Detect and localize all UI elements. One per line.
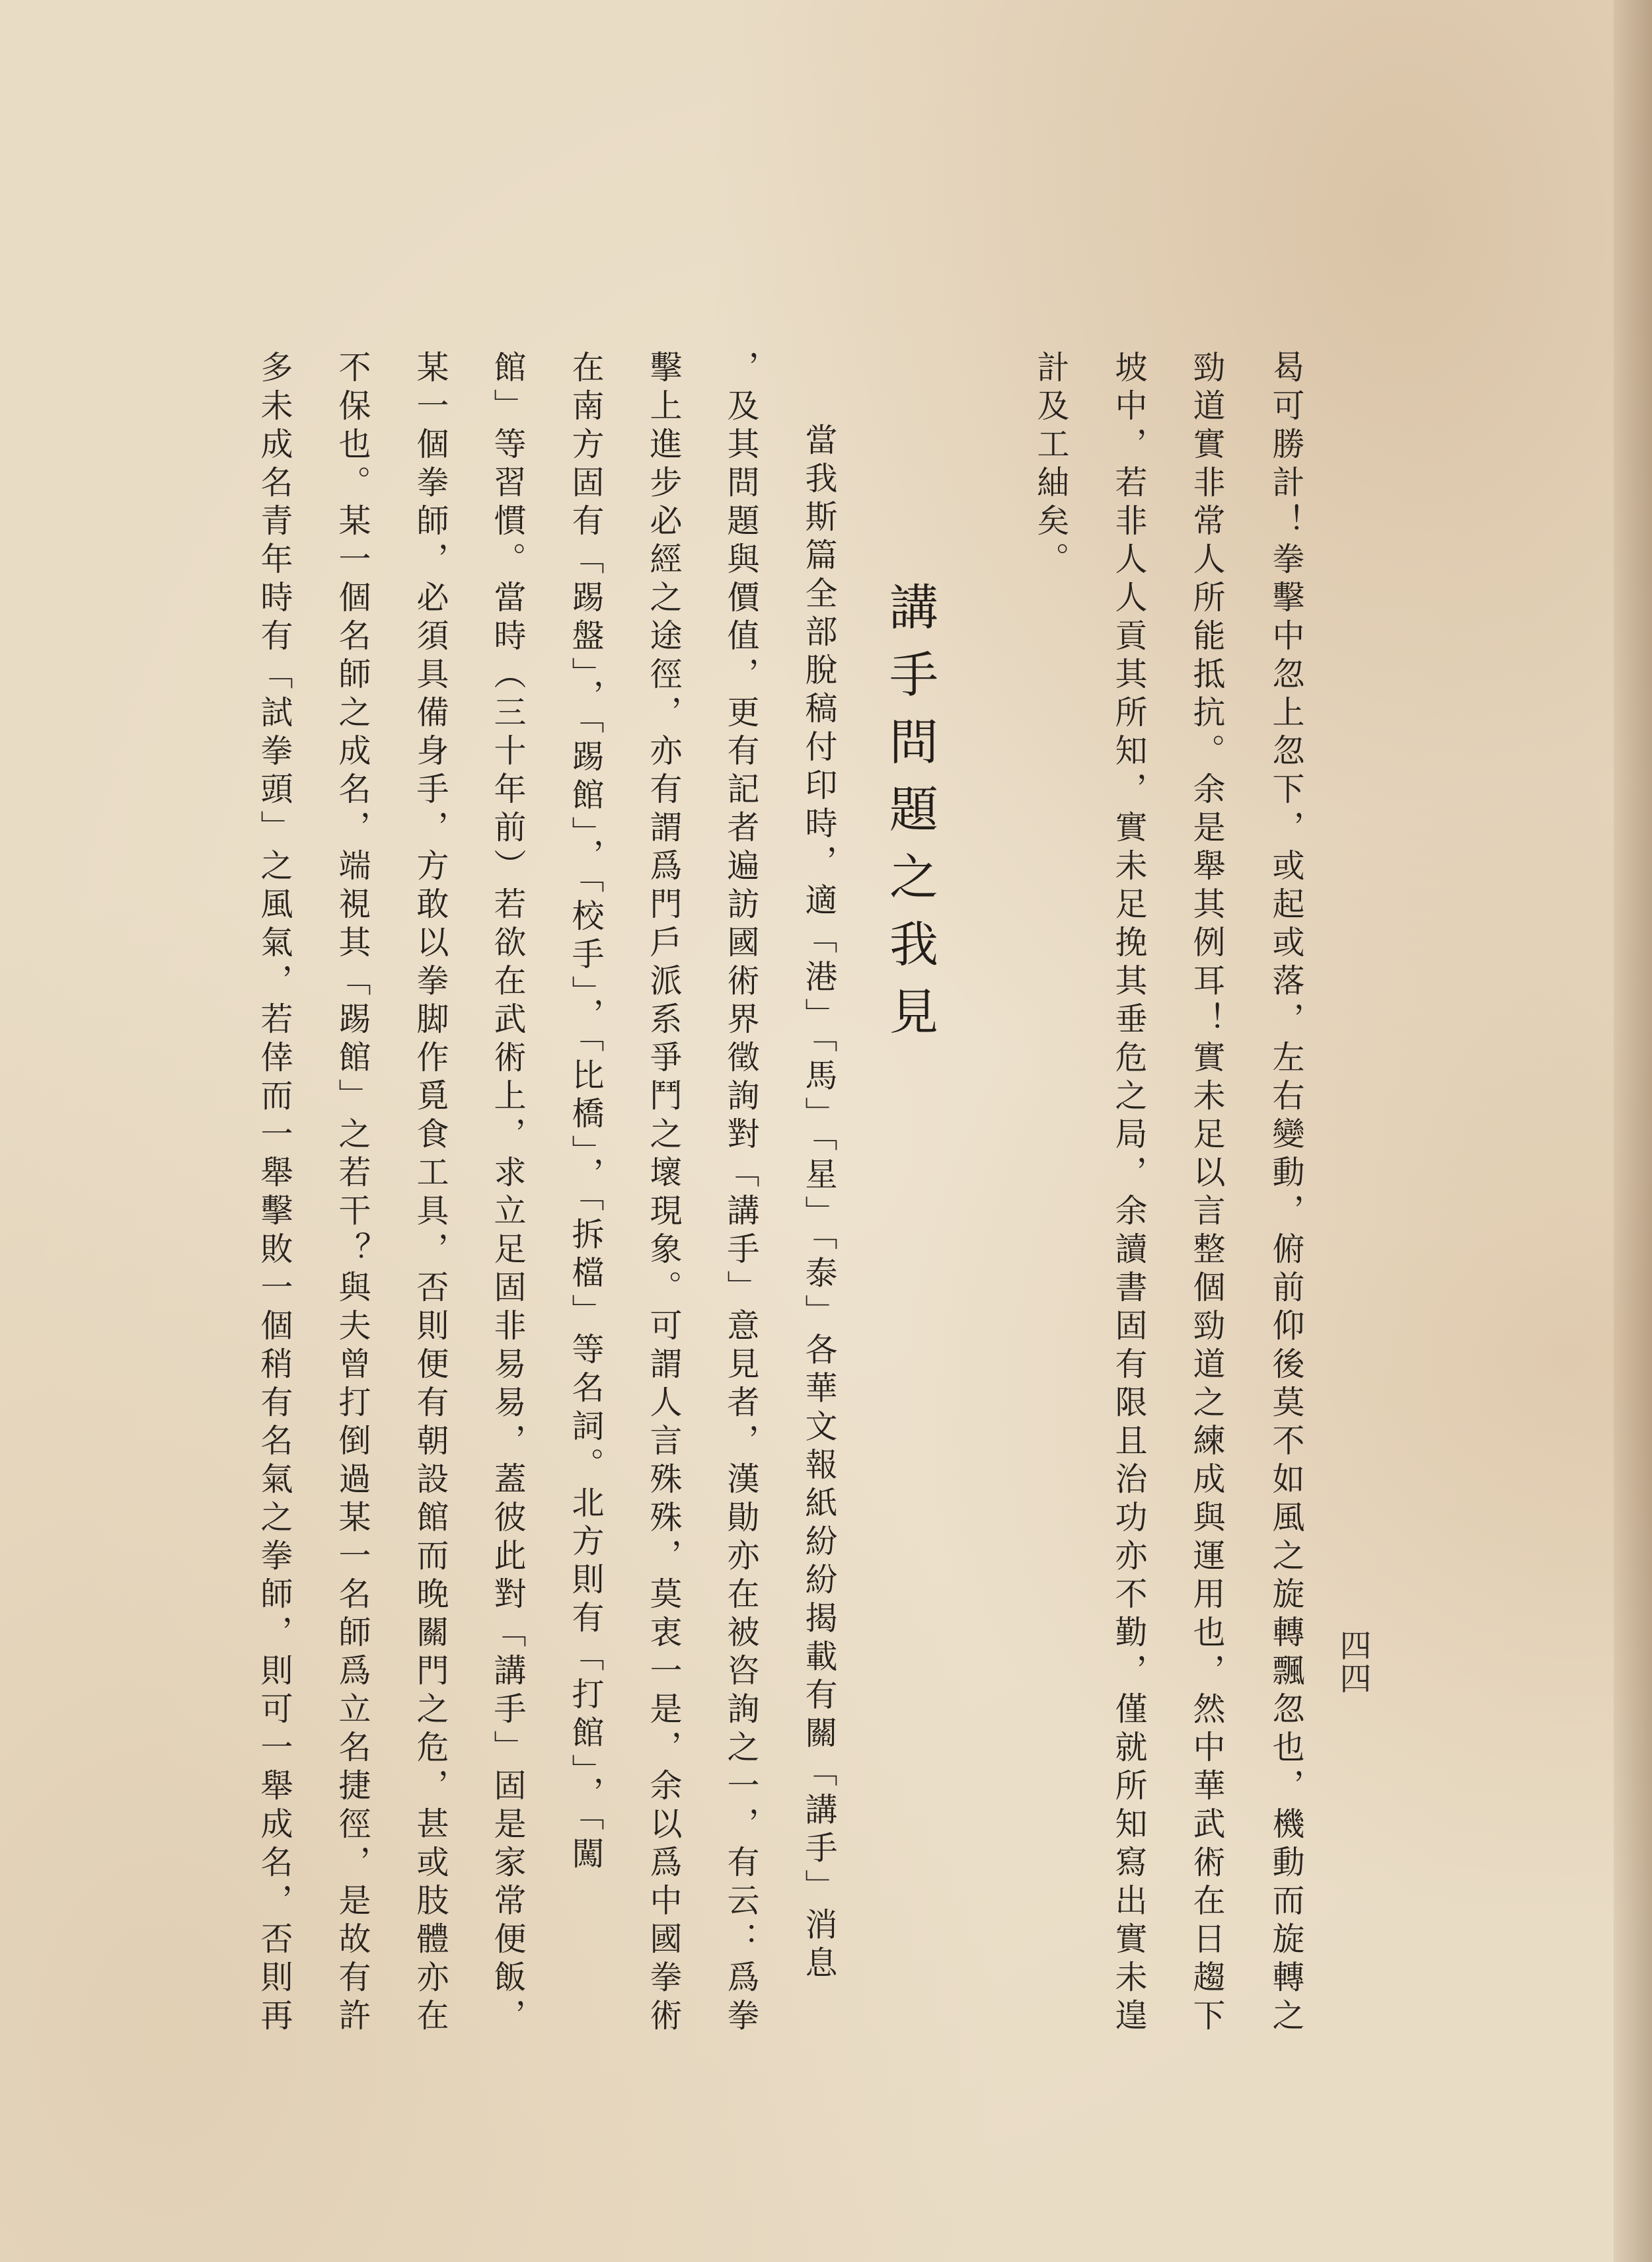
text-column-1: 曷可勝計！拳擊中忽上忽下，或起或落，左右變動，俯前仰後莫不如風之旋轉飄忽也，機動而旋轉之 bbox=[1267, 350, 1305, 2037]
text-column-11: 不保也。某一個名師之成名，端視其「踢館」之若干？與夫曾打倒過某一名師爲立名捷徑，是故有許 bbox=[334, 350, 371, 2037]
section-heading: 講手問題之我見 bbox=[882, 582, 938, 1053]
text-column-10: 某一個拳師，必須具備身手，方敢以拳脚作覓食工具，否則便有朝設館而晚關門之危，甚或肢體亦在 bbox=[412, 350, 449, 2037]
text-column-9: 館」等習慣。當時（三十年前）若欲在武術上，求立足固非易易，蓋彼此對「講手」固是家常便飯， bbox=[489, 350, 527, 2037]
text-column-2: 勁道實非常人所能抵抗。余是舉其例耳！實未足以言整個勁道之練成與運用也，然中華武術在日趨下 bbox=[1188, 350, 1226, 2037]
text-column-8: 在南方固有「踢盤」，「踢館」，「校手」，「比橋」，「拆檔」等名詞。北方則有「打館」，「闖 bbox=[567, 350, 605, 1875]
text-column-4: 計及工紬矣。 bbox=[1032, 350, 1070, 580]
text-column-5: 當我斯篇全部脫稿付印時，適「港」「馬」「星」「泰」各華文報紙紛紛揭載有關「講手」消息 bbox=[800, 423, 838, 1984]
text-column-12: 多未成名青年時有「試拳頭」之風氣，若倖而一舉擊敗一個稍有名氣之拳師，則可一舉成名，否則再 bbox=[256, 350, 293, 2037]
page-number: 四四 bbox=[1334, 1629, 1371, 1695]
text-column-7: 擊上進步必經之途徑，亦有謂爲門戶派系爭鬥之壞現象。可謂人言殊殊，莫衷一是，余以爲中國拳術 bbox=[645, 350, 683, 2037]
page-edge bbox=[1614, 0, 1652, 2262]
text-column-3: 坡中，若非人人貢其所知，實未足挽其垂危之局，余讀書固有限且治功亦不勤，僅就所知寫出實未遑 bbox=[1110, 350, 1148, 2037]
text-column-6: ，及其問題與價值，更有記者遍訪國術界徵詢對「講手」意見者，漢勛亦在被咨詢之一，有云：爲拳 bbox=[722, 350, 760, 2037]
